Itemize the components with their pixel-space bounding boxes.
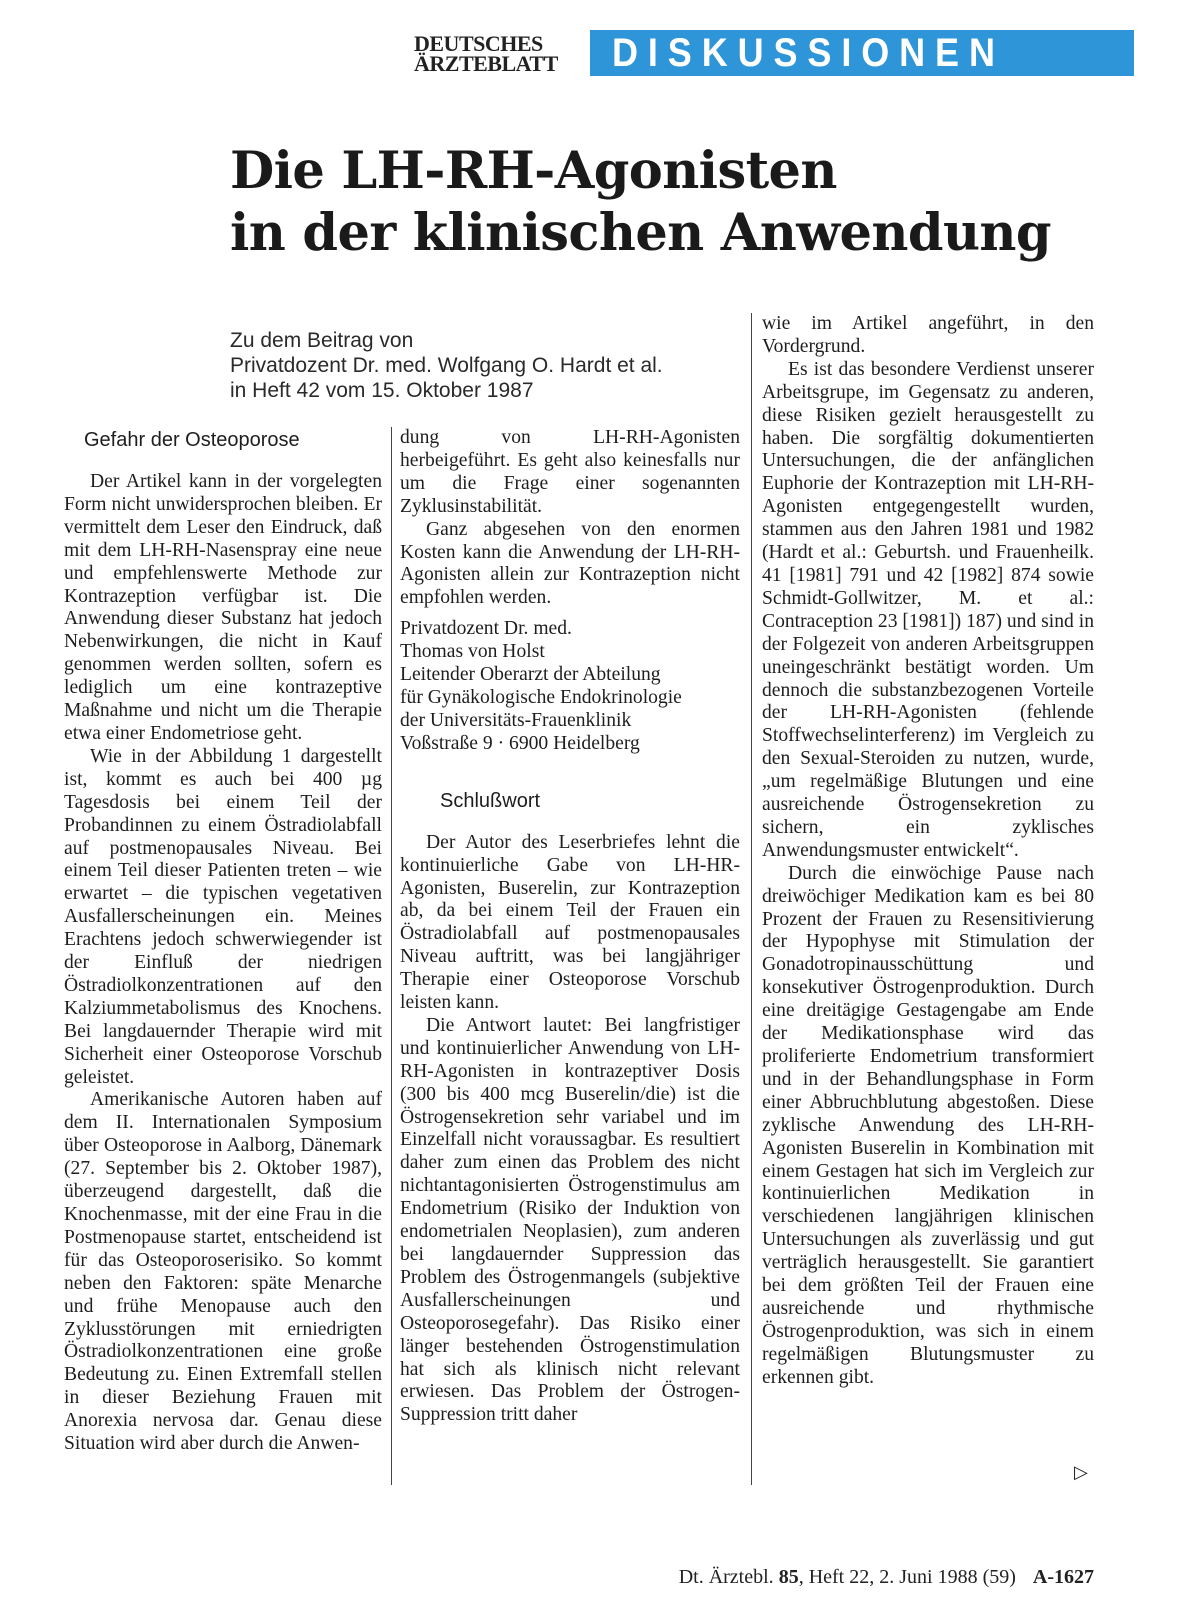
column-divider-2 xyxy=(751,313,752,1485)
masthead xyxy=(414,30,1134,82)
paragraph: dung von LH-RH-Agonisten herbeigeführt. Es geht also keinesfalls nur um die Frage einer sogenannten Zyklusinstabilität. xyxy=(400,427,740,517)
address-line: Voßstraße 9 · 6900 Heidelberg xyxy=(400,732,640,754)
paragraph: Der Autor des Leserbriefes lehnt die kontinuierliche Gabe von LH-HR-Agonisten, Buserelin, zur Kontrazeption ab, da bei einem Teil der Frauen ein Östradiolabfall auf postmenopausales Niveau auftritt, was bei langjähriger Therapie einer Osteoporose Vorschub leisten kann. xyxy=(400,831,740,1014)
publication-name xyxy=(414,31,582,76)
lead-line3: in Heft 42 vom 15. Oktober 1987 xyxy=(230,379,534,402)
author-address xyxy=(400,618,740,755)
lead-line2: Privatdozent Dr. med. Wolfgang O. Hardt et al. xyxy=(230,354,663,377)
footer-volume: 85 xyxy=(778,1566,799,1588)
continue-arrow-icon: ▷ xyxy=(1074,1462,1088,1483)
column-divider-1 xyxy=(391,427,392,1485)
footer-issue-info: Heft 22, 2. Juni 1988 (59) xyxy=(808,1566,1016,1588)
article-lead xyxy=(230,328,770,403)
section-heading-osteoporose: Gefahr der Osteoporose xyxy=(84,429,300,451)
address-line: Leitender Oberarzt der Abteilung xyxy=(400,664,661,686)
lead-line1: Zu dem Beitrag von xyxy=(230,329,414,352)
paragraph: Der Artikel kann in der vorgelegten Form nicht unwidersprochen bleiben. Er vermittelt dem Leser den Eindruck, daß mit dem LH-RH-Nasenspray eine neue und empfehlenswerte Methode zur Kontrazeption verfügbar ist. Die Anwendung dieser Substanz hat jedoch Nebenwirkungen, die nicht in Kauf genommen werden sollten, sofern es lediglich um eine kontrazeptive Maßnahme und nicht um die Therapie etwa einer Endometriose geht. xyxy=(64,471,382,744)
publication-name-line2: ÄRZTEBLATT xyxy=(414,51,558,76)
page-footer: Dt. Ärztebl. 85, Heft 22, 2. Juni 1988 (59) A-1627 xyxy=(678,1566,1094,1588)
paragraph: Ganz abgesehen von den enormen Kosten kann die Anwendung der LH-RH-Agonisten allein zur Kontrazeption nicht empfohlen werden. xyxy=(400,518,740,609)
section-heading-schlusswort: Schlußwort xyxy=(440,789,541,812)
address-line: der Universitäts-Frauenklinik xyxy=(400,709,632,731)
column-1 xyxy=(64,427,382,1456)
publication-name-line1: DEUTSCHES xyxy=(414,31,543,56)
address-line: Privatdozent Dr. med. xyxy=(400,618,572,640)
paragraph: Es ist das besondere Verdienst unserer Arbeitsgrupe, im Gegensatz zu anderen, diese Risiken gezielt herausgestellt zu haben. Die sorgfältig dokumentierten Untersuchungen, die der anfänglichen Euphorie der Kontrazeption mit LH-RH-Agonisten entgegengestellt wurden, stammen aus den Jahren 1981 und 1982 (Hardt et al.: Geburtsh. und Frauenheilk. 41 [1981] 791 und 42 [1982] 874 sowie Schmidt-Gollwitzer, M. et al.: Contraception 23 [1981]) 187) und sind in der Folgezeit von anderen Arbeitsgruppen uneingeschränkt bestätigt worden. Um dennoch die substanzbezogenen Vorteile der LH-RH-Agonisten (fehlende Stoffwechselinterferenz) im Vergleich zu den Sexual-Steroiden zu nutzen, wurde, „um regelmäßige Blutungen und eine ausreichende Östrogensekretion zu sichern, ein zyklisches Anwendungsmuster entwickelt“. xyxy=(762,358,1094,861)
address-line: Thomas von Holst xyxy=(400,641,545,663)
paragraph: Wie in der Abbildung 1 dargestellt ist, kommt es auch bei 400 µg Tagesdosis bei einem Teil der Probandinnen zu einem Östradiolabfall auf postmenopausales Niveau. Bei einem Teil dieser Patienten treten – wie erwartet – die typischen vegetativen Ausfallerscheinungen ein. Meines Erachtens jedoch schwerwiegender ist der Einfluß der niedrigen Östradiolkonzentrationen auf den Kalziummetabolismus des Knochens. Bei langdauernder Therapie wird mit Sicherheit einer Osteoporose Vorschub geleistet. xyxy=(64,745,382,1088)
paragraph: Amerikanische Autoren haben auf dem II. Internationalen Symposium über Osteoporose in Aalborg, Dänemark (27. September bis 2. Oktober 1987), überzeugend dargestellt, daß die Knochenmasse, mit der eine Frau in die Postmenopause startet, entscheidend ist für das Osteoporoserisiko. So kommt neben den Faktoren: späte Menarche und frühe Menopause auch den Zyklusstörungen mit erniedrigten Östradiolkonzentrationen eine große Bedeutung zu. Einen Extremfall stellen in dieser Beziehung Frauen mit Anorexia nervosa dar. Genau diese Situation wird aber durch die Anwen- xyxy=(64,1089,382,1455)
column-3 xyxy=(762,313,1094,1390)
footer-journal: Dt. Ärztebl. xyxy=(678,1566,774,1588)
article-title-line1: Die LH-RH-Agonisten xyxy=(230,141,837,201)
paragraph: wie im Artikel angeführt, in den Vordergrund. xyxy=(762,313,1094,357)
paragraph: Durch die einwöchige Pause nach dreiwöchiger Medikation kam es bei 80 Prozent der Frauen zu Resensitivierung der Hypophyse mit Stimulation der Gonadotropinausschüttung und konsekutiver Östrogenproduktion. Durch eine dreitägige Gestagengabe am Ende der Medikationsphase wird das proliferierte Endometrium transformiert und in der Behandlungsphase in Form einer Abbruchblutung abgestoßen. Diese zyklische Anwendung des LH-RH-Agonisten Buserelin in Kombination mit einem Gestagen hat sich im Vergleich zur kontinuierlichen Medikation in verschiedenen langjährigen klinischen Untersuchungen als zuverlässig und gut verträglich herausgestellt. Sie garantiert bei dem größten Teil der Frauen eine ausreichende und rhythmische Östrogenproduktion, was sich in einem regelmäßigen Blutungsmuster zu erkennen gibt. xyxy=(762,862,1094,1388)
paragraph: Die Antwort lautet: Bei langfristiger und kontinuierlicher Anwendung von LH-RH-Agonisten in kontrazeptiver Dosis (300 bis 400 mcg Buserelin/die) ist die Östrogensekretion sehr variabel und im Einzelfall nicht voraussagbar. Es resultiert daher zum einen das Problem des nicht nichtantagonisierten Östrogenstimulus am Endometrium (Risiko der Induktion von endometrialen Neoplasien), zum anderen bei langdauernder Suppression das Problem des Östrogenmangels (subjektive Ausfallerscheinungen und Osteoporosegefahr). Das Risiko einer länger bestehenden Östrogenstimulation hat sich als klinisch nicht relevant erwiesen. Das Problem der Östrogen-Suppression tritt daher xyxy=(400,1014,740,1426)
address-line: für Gynäkologische Endokrinologie xyxy=(400,686,682,708)
article-title-line2: in der klinischen Anwendung xyxy=(230,203,1051,263)
section-band xyxy=(590,30,1134,76)
section-label: DISKUSSIONEN xyxy=(612,31,1005,75)
article-title xyxy=(230,140,1150,264)
footer-page-number: A-1627 xyxy=(1032,1566,1094,1588)
column-2 xyxy=(400,427,740,1427)
